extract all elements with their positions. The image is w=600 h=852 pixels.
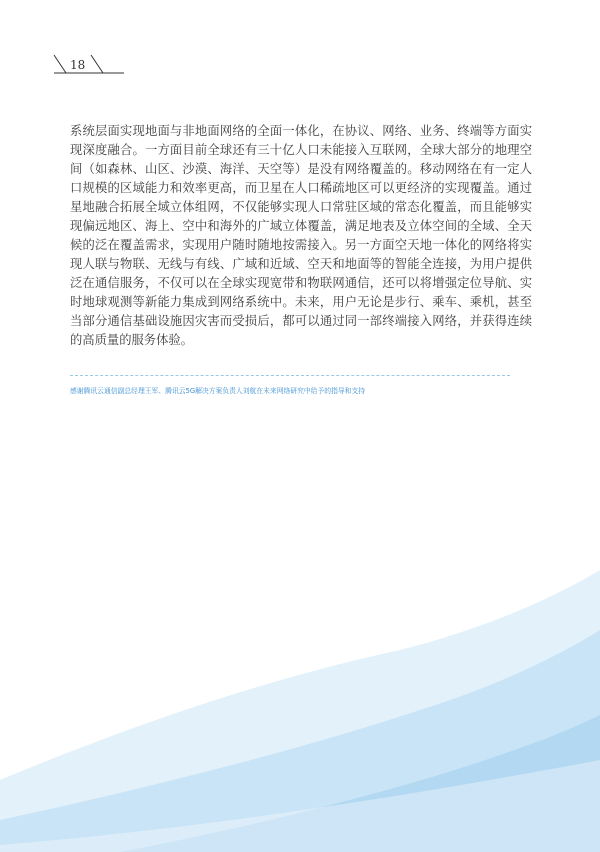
decorative-wave-background <box>0 560 600 852</box>
acknowledgement-note: 感谢腾讯云通信副总经理王军、腾讯云5G解决方案负责人刘航在未来网络研究中给予的指导和支持 <box>70 387 366 395</box>
dashed-separator <box>70 375 510 376</box>
body-paragraph: 系统层面实现地面与非地面网络的全面一体化，在协议、网络、业务、终端等方面实现深度融合。一方面目前全球还有三十亿人口未能接入互联网，全球大部分的地理空间（如森林、山区、沙漠、海洋、天空等）是没有网络覆盖的。移动网络在有一定人口规模的区域能力和效率更高，而卫星在人口稀疏地区可以更经济的实现覆盖。通过星地融合拓展全域立体组网，不仅能够实现人口常驻区域的常态化覆盖，而且能够实现偏远地区、海上、空中和海外的广域立体覆盖，满足地表及立体空间的全域、全天候的泛在覆盖需求，实现用户随时随地按需接入。另一方面空天地一体化的网络将实现人联与物联、无线与有线、广域和近域、空天和地面等的智能全连接，为用户提供泛在通信服务，不仅可以在全球实现宽带和物联网通信，还可以将增强定位导航、实时地球观测等新能力集成到网络系统中。未来，用户无论是步行、乘车、乘机，甚至当部分通信基础设施因灾害而受损后，都可以通过同一部终端接入网络，并获得连续的高质量的服务体验。 <box>70 124 532 347</box>
page-number: 18 <box>70 58 86 72</box>
